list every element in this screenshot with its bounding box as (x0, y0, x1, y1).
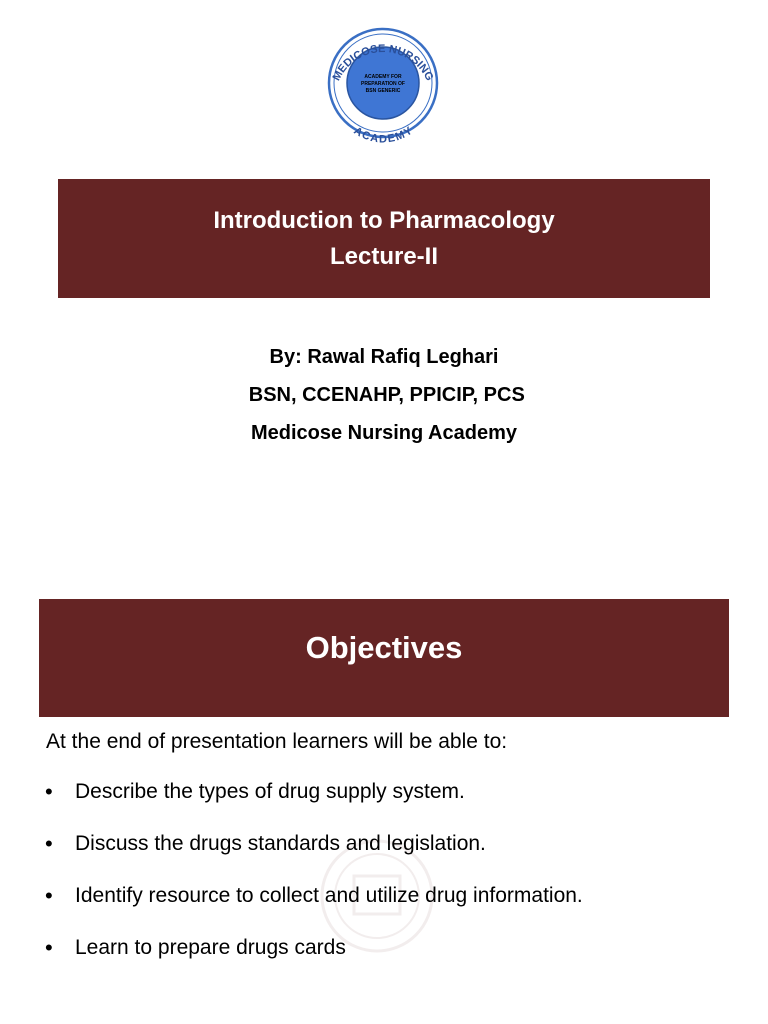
objective-text: Discuss the drugs standards and legislation. (75, 832, 486, 855)
bullet-icon: • (45, 935, 53, 960)
lecture-number: Lecture-II (329, 242, 439, 270)
objective-text: Describe the types of drug supply system. (75, 780, 465, 803)
objective-text: Identify resource to collect and utilize drug information. (75, 884, 583, 907)
list-item (45, 777, 745, 829)
bullet-icon: • (45, 883, 53, 908)
logo-inner-line-2: PREPARATION OF (361, 81, 405, 87)
objectives-heading: Objectives (305, 630, 463, 665)
objectives-banner (39, 599, 729, 717)
list-item (45, 829, 745, 881)
logo-inner-line-1: ACADEMY FOR (364, 74, 402, 80)
objective-text: Learn to prepare drugs cards (75, 936, 346, 959)
lecture-title: Introduction to Pharmacology (213, 206, 555, 234)
author-credentials: BSN, CCENAHP, PPICIP, PCS (243, 384, 525, 406)
logo-ring-text-top: MEDICOSE NURSING (330, 42, 436, 83)
academy-logo (303, 18, 463, 163)
logo-ring-text-bottom: ACADEMY (351, 124, 415, 146)
list-item (45, 933, 745, 985)
list-item (45, 881, 745, 933)
objectives-intro: At the end of presentation learners will be able to: (46, 730, 508, 753)
author-name: By: Rawal Rafiq Leghari (269, 346, 499, 368)
bullet-icon: • (45, 779, 53, 804)
bullet-icon: • (45, 831, 53, 856)
logo-inner-line-3: BSN GENERIC (365, 88, 401, 94)
objectives-list (45, 777, 745, 985)
author-organization: Medicose Nursing Academy (250, 422, 517, 444)
title-banner (58, 179, 710, 298)
author-block (0, 338, 768, 452)
